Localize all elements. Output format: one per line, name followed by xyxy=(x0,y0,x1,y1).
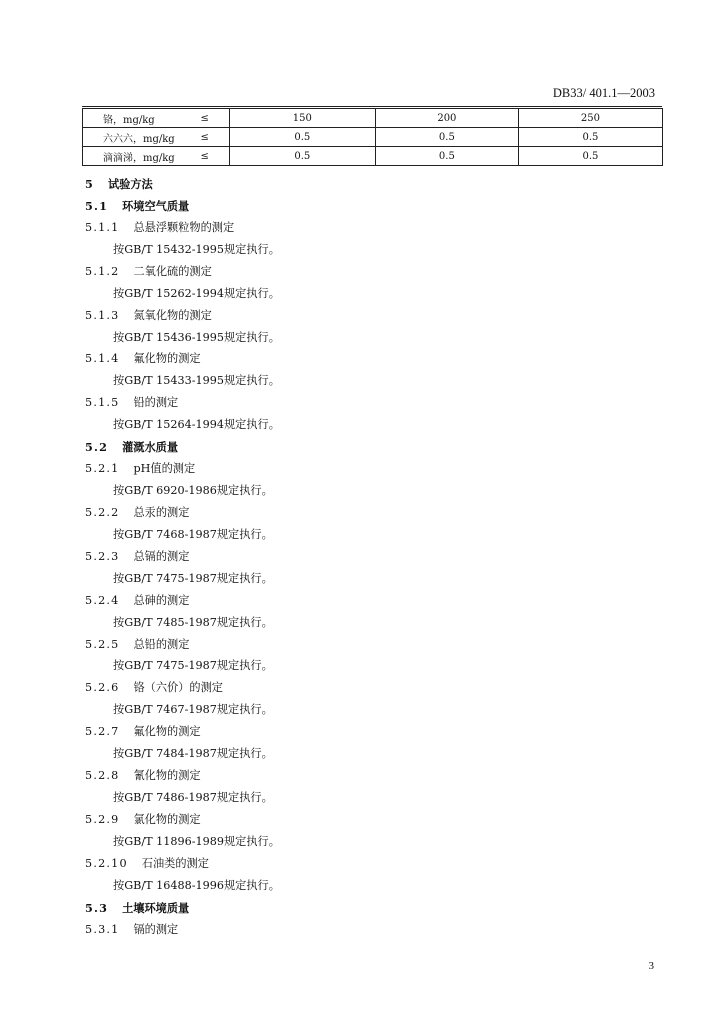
method-reference: 按GB/T 16488-1996规定执行。 xyxy=(113,878,280,892)
method-reference: 按GB/T 7468-1987规定执行。 xyxy=(113,527,273,541)
clause-title: 总镉的测定 xyxy=(133,549,190,563)
method-reference: 按GB/T 15432-1995规定执行。 xyxy=(113,242,280,256)
section-heading xyxy=(85,177,153,191)
clause-number: 5.1.1 xyxy=(85,220,120,234)
clause-number: 5.2.7 xyxy=(85,725,120,739)
section-heading xyxy=(85,199,189,213)
limit-value-cell: 0.5 xyxy=(518,147,662,166)
subsection-heading xyxy=(85,309,212,323)
clause-number: 5.2.9 xyxy=(85,812,120,826)
clause-number: 5.3.1 xyxy=(85,922,120,936)
clause-title: 灌溉水质量 xyxy=(122,440,179,455)
clause-title: pH值的测定 xyxy=(133,462,196,476)
method-reference: 按GB/T 15436-1995规定执行。 xyxy=(113,330,280,344)
subsection-heading xyxy=(85,923,178,937)
limit-value-cell: 0.5 xyxy=(229,128,375,147)
subsection-heading xyxy=(85,352,201,366)
clause-number: 5.3 xyxy=(85,900,109,915)
header-rule xyxy=(82,106,662,107)
clause-number: 5.1.5 xyxy=(85,396,120,410)
method-reference: 按GB/T 7485-1987规定执行。 xyxy=(113,615,273,629)
method-reference: 按GB/T 7475-1987规定执行。 xyxy=(113,571,273,585)
clause-title: 总悬浮颗粒物的测定 xyxy=(133,220,235,234)
clause-number: 5.2.4 xyxy=(85,593,120,607)
method-reference: 按GB/T 7484-1987规定执行。 xyxy=(113,747,273,761)
clause-number: 5.1.3 xyxy=(85,308,120,322)
comparison-cell xyxy=(200,147,229,166)
clause-number: 5 xyxy=(85,177,94,191)
subsection-heading xyxy=(85,550,189,564)
comparison-cell xyxy=(200,128,229,147)
limit-value-cell: 150 xyxy=(229,109,375,128)
limit-value-cell: 200 xyxy=(375,109,518,128)
clause-title: 二氧化硫的测定 xyxy=(133,264,212,278)
document-code: DB33/ 401.1—2003 xyxy=(552,86,655,100)
clause-title: 镉的测定 xyxy=(133,922,179,936)
limit-value-cell: 0.5 xyxy=(229,147,375,166)
subsection-heading xyxy=(85,857,209,871)
method-reference: 按GB/T 15262-1994规定执行。 xyxy=(113,286,280,300)
clause-title: 环境空气质量 xyxy=(122,198,190,213)
clause-title: 铬（六价）的测定 xyxy=(133,681,223,695)
comparison-cell xyxy=(200,109,229,128)
subsection-heading xyxy=(85,681,223,695)
subsection-heading xyxy=(85,396,178,410)
less-equal-symbol: ≤ xyxy=(200,112,209,124)
subsection-heading xyxy=(85,506,189,520)
clause-title: 总汞的测定 xyxy=(133,505,190,519)
limit-value-cell: 250 xyxy=(518,109,662,128)
clause-number: 5.2.10 xyxy=(85,856,128,870)
clause-number: 5.2.8 xyxy=(85,769,120,783)
method-reference: 按GB/T 7475-1987规定执行。 xyxy=(113,659,273,673)
clause-title: 氯化物的测定 xyxy=(133,812,201,826)
method-reference: 按GB/T 6920-1986规定执行。 xyxy=(113,484,273,498)
method-reference: 按GB/T 7486-1987规定执行。 xyxy=(113,791,273,805)
subsection-heading xyxy=(85,462,195,476)
table-row xyxy=(83,109,663,128)
subsection-heading xyxy=(85,221,234,235)
clause-number: 5.2.5 xyxy=(85,637,120,651)
clause-number: 5.1 xyxy=(85,198,109,213)
section-heading xyxy=(85,901,189,915)
method-reference: 按GB/T 11896-1989规定执行。 xyxy=(113,834,280,848)
less-equal-symbol: ≤ xyxy=(200,150,209,162)
section-heading xyxy=(85,440,178,454)
clause-title: 氟化物的测定 xyxy=(133,725,201,739)
clause-title: 氮氧化物的测定 xyxy=(133,308,212,322)
clause-title: 铅的测定 xyxy=(133,396,179,410)
subsection-heading xyxy=(85,594,189,608)
limit-value-cell: 0.5 xyxy=(375,128,518,147)
subsection-heading xyxy=(85,265,212,279)
limit-value-cell: 0.5 xyxy=(518,128,662,147)
pollutant-name-cell: 滴滴涕，mg/kg xyxy=(83,147,221,166)
clause-title: 土壤环境质量 xyxy=(122,900,190,915)
clause-title: 总砷的测定 xyxy=(133,593,190,607)
table-row xyxy=(83,147,663,166)
subsection-heading xyxy=(85,725,201,739)
method-reference: 按GB/T 15264-1994规定执行。 xyxy=(113,418,280,432)
clause-number: 5.1.2 xyxy=(85,264,120,278)
method-reference: 按GB/T 15433-1995规定执行。 xyxy=(113,374,280,388)
limits-table xyxy=(82,108,663,166)
clause-title: 试验方法 xyxy=(107,177,153,191)
clause-title: 总铅的测定 xyxy=(133,637,190,651)
clause-number: 5.1.4 xyxy=(85,352,120,366)
clause-number: 5.2 xyxy=(85,440,109,455)
clause-number: 5.2.6 xyxy=(85,681,120,695)
clause-number: 5.2.1 xyxy=(85,462,120,476)
clause-number: 5.2.2 xyxy=(85,505,120,519)
clause-title: 石油类的测定 xyxy=(141,856,209,870)
subsection-heading xyxy=(85,813,201,827)
clause-number: 5.2.3 xyxy=(85,549,120,563)
table-row xyxy=(83,128,663,147)
clause-title: 氟化物的测定 xyxy=(133,352,201,366)
method-reference: 按GB/T 7467-1987规定执行。 xyxy=(113,703,273,717)
limit-value-cell: 0.5 xyxy=(375,147,518,166)
page-number: 3 xyxy=(648,960,654,972)
less-equal-symbol: ≤ xyxy=(200,131,209,143)
pollutant-name-cell: 六六六，mg/kg xyxy=(83,128,221,147)
subsection-heading xyxy=(85,638,189,652)
clause-title: 氰化物的测定 xyxy=(133,769,201,783)
subsection-heading xyxy=(85,769,201,783)
pollutant-name-cell: 铬，mg/kg xyxy=(83,109,221,128)
